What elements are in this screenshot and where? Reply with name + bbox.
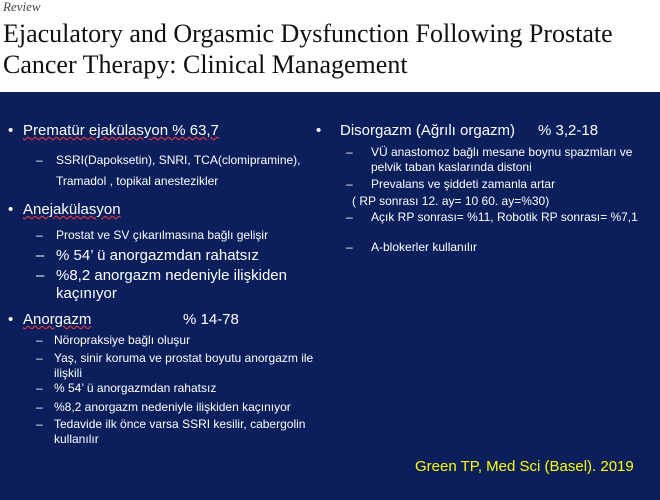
dysorgasmia-title: Disorgazm (Ağrılı orgazm) bbox=[340, 122, 516, 139]
premature-sub1b: Tramadol , topikal anestezikler bbox=[56, 174, 219, 188]
bullet-dot: • bbox=[8, 201, 14, 218]
article-title: Ejaculatory and Orgasmic Dysfunction Following Prostate Cancer Therapy: Clinical Management bbox=[3, 19, 613, 79]
bullet-dot: • bbox=[8, 311, 14, 328]
premature-title: Prematür ejakülasyon % 63,7 bbox=[23, 122, 219, 139]
slide-header bbox=[0, 0, 660, 92]
anejaculation-title: Anejakülasyon bbox=[23, 201, 121, 218]
citation: Green TP, Med Sci (Basel). 2019 bbox=[415, 458, 634, 475]
slide-body: • Prematür ejakülasyon % 63,7 – SSRI(Dapoksetin), SNRI, TCA(clomipramine), Tramadol , topikal anestezikler • Anejakülasyon – Prostat ve SV çıkarılmasına bağlı gelişir – % 54’ ü anorgazmdan rahatsız – %8,2 anorgazm nedeniyle ilişkiden kaçınıyor • Anorgazm % 14-78 – Nöropraksiye bağlı oluşur – Yaş, sinir koruma ve prostat boyutu anorgazm ile ilişkili – % 54’ ü anorgazmdan rahatsız – %8,2 anorgazm nedeniyle ilişkiden kaçınıyor – Tedavide ilk önce varsa SSRI kesilir, cabergolin kullanılır • Disorgazm (Ağrılı orgazm) % 3,2-18 – VÜ anastomoz bağlı mesane boynu spazmları ve pelvik taban kaslarında distoni – Prevalans ve şiddeti zamanla artar ( RP sonrası 12. ay= 10 60. ay=%30) – Açık RP sonrası= %11, Robotik RP sonrası= %7,1 – A-blokerler kullanılır Green TP, Med Sci (Basel). 2019 bbox=[0, 92, 660, 500]
dysorgasmia-note: ( RP sonrası 12. ay= 10 60. ay=%30) bbox=[352, 194, 550, 208]
bullet-dot: • bbox=[316, 122, 322, 139]
anorgasmia-pct: % 14-78 bbox=[183, 311, 239, 328]
review-label: Review bbox=[3, 0, 41, 14]
dysorgasmia-pct: % 3,2-18 bbox=[538, 122, 599, 139]
bullet-dot: • bbox=[8, 122, 14, 139]
anorgasmia-title: Anorgazm bbox=[23, 311, 92, 328]
